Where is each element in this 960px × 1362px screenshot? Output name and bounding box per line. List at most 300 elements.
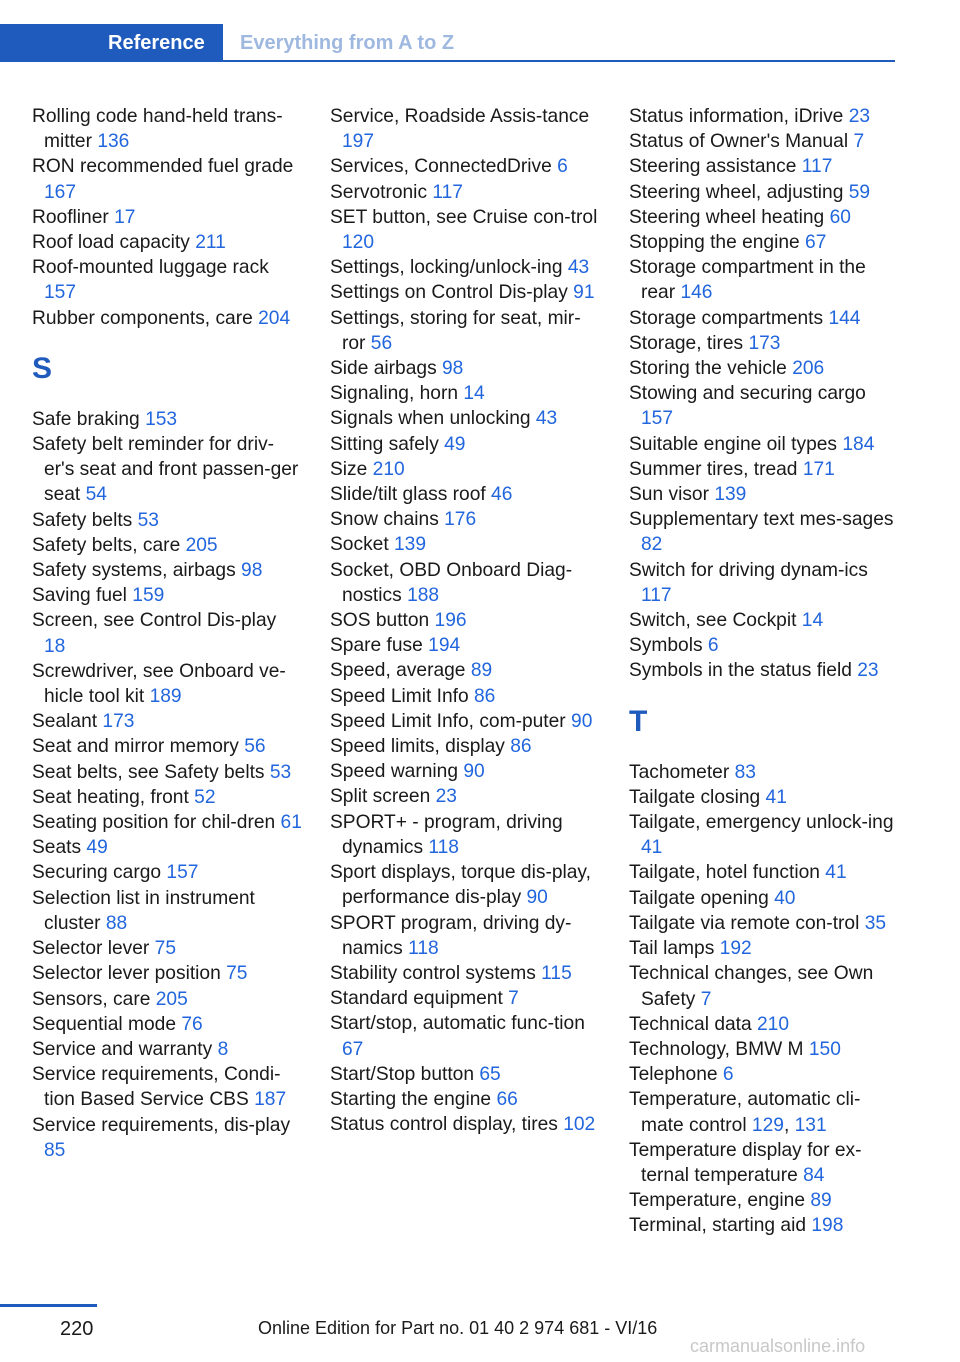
page-link[interactable]: 86 xyxy=(510,736,532,758)
index-entry-text: Starting the engine xyxy=(330,1088,492,1110)
index-entry-text: SPORT program, driving dy-namics xyxy=(330,912,572,959)
index-entry xyxy=(32,987,302,1012)
index-entry-text: Speed Limit Info xyxy=(330,685,469,707)
page-link[interactable]: 144 xyxy=(828,307,861,329)
page-link[interactable]: 86 xyxy=(474,685,496,707)
index-entry-text: Status of Owner's Manual xyxy=(629,131,849,153)
index-entry-text: Technical changes, see Own Safety xyxy=(629,963,874,1010)
index-entry-text: Sensors, care xyxy=(32,988,151,1010)
page-link[interactable]: 129 xyxy=(751,1114,784,1136)
index-entry-text: Sequential mode xyxy=(32,1013,177,1035)
index-entry-text: Roof load capacity xyxy=(32,232,190,254)
index-entry xyxy=(32,558,302,583)
index-entry-text: Symbols xyxy=(629,635,703,657)
index-entry-text: Switch, see Cockpit xyxy=(629,610,797,632)
index-entry xyxy=(330,356,600,381)
index-entry xyxy=(629,936,899,961)
index-entry-text: Service requirements, dis-play xyxy=(32,1114,291,1136)
page-link[interactable]: 88 xyxy=(105,912,128,934)
index-entry xyxy=(32,306,302,331)
index-entry xyxy=(330,406,600,431)
index-letter-heading: T xyxy=(629,704,648,738)
page-link[interactable]: 157 xyxy=(641,408,674,430)
page-link[interactable]: 120 xyxy=(342,232,375,254)
index-entry-text: Safety systems, airbags xyxy=(32,560,236,582)
index-entry xyxy=(330,180,600,205)
page-header xyxy=(0,24,895,62)
index-entry xyxy=(330,759,600,784)
index-entry-text: Services, ConnectedDrive xyxy=(330,156,552,178)
index-entry xyxy=(629,255,899,305)
index-entry xyxy=(32,533,302,558)
index-entry xyxy=(629,381,899,431)
page-link[interactable]: 118 xyxy=(428,836,459,858)
page-link[interactable]: 131 xyxy=(794,1114,827,1136)
page-link[interactable]: 204 xyxy=(258,307,291,329)
page-link[interactable]: 18 xyxy=(44,635,66,657)
page-link[interactable]: 76 xyxy=(181,1013,203,1035)
page-link[interactable]: 118 xyxy=(408,937,439,959)
index-entry-text: Sport displays, torque dis-play, performance dis-play xyxy=(330,862,591,909)
index-entry-text: Servotronic xyxy=(330,181,428,203)
index-entry-text: Socket, OBD Onboard Diag-nostics xyxy=(330,559,573,606)
index-entry-text: Securing cargo xyxy=(32,862,162,884)
index-entry xyxy=(330,1062,600,1087)
index-entry-text: Telephone xyxy=(629,1064,718,1086)
page-link[interactable]: 8 xyxy=(217,1038,229,1060)
index-entry-text: Tailgate, hotel function xyxy=(629,862,820,884)
index-entry-text: Safety belt reminder for driv-er's seat and front passen-ger seat xyxy=(32,434,299,506)
index-entry-text: Screwdriver, see Onboard ve-hicle tool kit xyxy=(32,660,286,708)
index-entry xyxy=(330,154,600,179)
index-entry-text: Tailgate closing xyxy=(629,786,761,808)
index-entry xyxy=(629,1012,899,1037)
page-link[interactable]: 117 xyxy=(641,584,672,606)
index-entry xyxy=(32,886,302,936)
index-entry xyxy=(32,205,302,230)
page-link[interactable]: 7 xyxy=(508,988,519,1010)
index-entry xyxy=(629,608,899,633)
index-entry xyxy=(330,255,600,280)
page-link[interactable]: 198 xyxy=(811,1215,844,1237)
index-entry-text: Standard equipment xyxy=(330,988,503,1010)
page-link[interactable]: 60 xyxy=(829,206,851,228)
page-link[interactable]: 159 xyxy=(132,585,165,607)
index-entry xyxy=(32,608,302,658)
index-entry-text: Roof-mounted luggage rack xyxy=(32,257,269,279)
index-entry-text: Settings, storing for seat, mir-ror xyxy=(330,307,581,354)
page-link[interactable]: 66 xyxy=(496,1088,518,1110)
index-entry-text: Sealant xyxy=(32,711,98,733)
index-entry xyxy=(330,860,600,910)
page-link[interactable]: 85 xyxy=(44,1139,66,1161)
index-entry-text: Temperature display for ex-ternal temperature xyxy=(629,1139,862,1186)
page-link[interactable]: 187 xyxy=(254,1089,287,1111)
index-entry xyxy=(629,482,899,507)
index-entry-text: Technology, BMW M xyxy=(629,1038,804,1060)
page-link[interactable]: 53 xyxy=(269,761,292,783)
page-link[interactable]: 49 xyxy=(86,837,108,859)
index-entry xyxy=(629,1087,899,1137)
page-link[interactable]: 98 xyxy=(442,358,464,380)
index-entry-text: Size xyxy=(330,458,368,480)
page-link[interactable]: 153 xyxy=(145,408,178,430)
index-entry-text: Start/Stop button xyxy=(330,1063,474,1085)
index-column-1 xyxy=(32,104,302,1163)
page-separator: , xyxy=(783,1114,790,1136)
index-entry-text: Start/stop, automatic func-tion xyxy=(330,1013,585,1035)
index-entry xyxy=(629,860,899,885)
index-entry-text: Tailgate opening xyxy=(629,887,769,909)
index-entry-text: Seat belts, see Safety belts xyxy=(32,761,265,783)
index-entry xyxy=(629,507,899,557)
index-entry xyxy=(32,1062,302,1112)
page-link[interactable]: 7 xyxy=(700,988,712,1010)
page-link[interactable]: 54 xyxy=(85,484,107,506)
page-link[interactable]: 196 xyxy=(434,610,467,632)
index-entry-text: Signaling, horn xyxy=(330,383,459,405)
index-entry-text: Terminal, starting aid xyxy=(629,1215,807,1237)
page-link[interactable]: 210 xyxy=(757,1013,790,1035)
index-entry-text: Suitable engine oil types xyxy=(629,433,838,455)
page-link[interactable]: 117 xyxy=(432,181,463,203)
index-entry xyxy=(629,154,899,179)
page-link[interactable]: 56 xyxy=(244,736,266,758)
section-tab-reference[interactable]: Reference xyxy=(0,24,223,62)
index-entry-text: SOS button xyxy=(330,610,430,632)
header-rule xyxy=(223,60,895,62)
index-entry xyxy=(32,1113,302,1163)
index-entry-text: Roofliner xyxy=(32,206,109,228)
page-link[interactable]: 82 xyxy=(641,534,663,556)
index-entry xyxy=(330,961,600,986)
index-entry-text: Steering wheel, adjusting xyxy=(629,181,844,203)
index-entry-text: Storage compartments xyxy=(629,307,824,329)
page-link[interactable]: 189 xyxy=(149,686,182,708)
index-entry xyxy=(629,1037,899,1062)
index-entry xyxy=(629,306,899,331)
page-link[interactable]: 53 xyxy=(137,509,159,531)
page-link[interactable]: 98 xyxy=(241,560,263,582)
page-link[interactable]: 210 xyxy=(372,458,405,480)
page-link[interactable]: 150 xyxy=(808,1038,841,1060)
index-entry-text: Temperature, automatic cli-mate control xyxy=(629,1089,861,1136)
page-link[interactable]: 89 xyxy=(470,660,493,682)
index-entry xyxy=(32,1037,302,1062)
index-entry xyxy=(629,180,899,205)
index-entry-text: RON recommended fuel grade xyxy=(32,156,294,178)
index-entry-text: Seating position for chil-dren xyxy=(32,812,276,834)
index-entry xyxy=(32,785,302,810)
index-entry xyxy=(32,936,302,961)
index-entry-text: Speed warning xyxy=(330,761,459,783)
index-entry xyxy=(330,709,600,734)
index-entry-text: Signals when unlocking xyxy=(330,408,531,430)
page-link[interactable]: 6 xyxy=(707,635,719,657)
index-entry xyxy=(629,457,899,482)
page-link[interactable]: 115 xyxy=(541,962,572,984)
index-entry xyxy=(330,734,600,759)
index-entry xyxy=(330,986,600,1011)
index-entry-text: Split screen xyxy=(330,786,431,808)
index-entry-text: Selector lever xyxy=(32,938,150,960)
page-link[interactable]: 65 xyxy=(479,1063,501,1085)
page-link[interactable]: 188 xyxy=(407,584,440,606)
page-link[interactable]: 41 xyxy=(765,786,787,808)
index-entry xyxy=(330,558,600,608)
index-entry xyxy=(330,658,600,683)
index-entry-text: Stability control systems xyxy=(330,962,536,984)
page-link[interactable]: 102 xyxy=(563,1114,596,1136)
page-link[interactable]: 192 xyxy=(719,938,752,960)
page-link[interactable]: 40 xyxy=(774,887,796,909)
page-link[interactable]: 205 xyxy=(155,988,188,1010)
page-link[interactable]: 206 xyxy=(792,358,825,380)
page-link[interactable]: 139 xyxy=(394,534,427,556)
index-entry-text: SPORT+ - program, driving dynamics xyxy=(330,811,563,858)
index-entry-text: Sitting safely xyxy=(330,433,439,455)
page-link[interactable]: 173 xyxy=(748,332,781,354)
index-entry-text: Sun visor xyxy=(629,484,709,506)
footer-rule xyxy=(0,1304,97,1307)
page-number: 220 xyxy=(60,1318,94,1340)
index-entry-text: Stowing and securing cargo xyxy=(629,383,866,405)
index-entry xyxy=(629,205,899,230)
breadcrumb[interactable]: Everything from A to Z xyxy=(240,32,455,54)
index-entry xyxy=(330,1011,600,1061)
index-entry-text: Safety belts xyxy=(32,509,133,531)
index-entry xyxy=(330,205,600,255)
page-link[interactable]: 23 xyxy=(435,786,457,808)
index-entry xyxy=(629,432,899,457)
index-entry xyxy=(629,558,899,608)
page-link[interactable]: 46 xyxy=(491,484,513,506)
index-entry xyxy=(32,961,302,986)
index-entry xyxy=(629,104,899,129)
index-entry-text: Switch for driving dynam-ics xyxy=(629,559,868,581)
page-link[interactable]: 56 xyxy=(370,332,393,354)
page-link[interactable]: 89 xyxy=(810,1190,832,1212)
index-entry-text: Steering assistance xyxy=(629,156,797,178)
page-link[interactable]: 91 xyxy=(573,282,595,304)
index-entry xyxy=(330,911,600,961)
index-entry-text: Steering wheel heating xyxy=(629,206,825,228)
index-entry-text: Tail lamps xyxy=(629,938,715,960)
index-entry xyxy=(32,734,302,759)
index-entry xyxy=(32,860,302,885)
page-link[interactable]: 43 xyxy=(535,408,558,430)
index-entry xyxy=(32,1012,302,1037)
index-entry-text: Status information, iDrive xyxy=(629,106,844,127)
index-entry xyxy=(629,658,899,683)
index-entry-text: Settings, locking/unlock-ing xyxy=(330,257,563,279)
page-link[interactable]: 17 xyxy=(114,206,136,228)
index-entry-text: Supplementary text mes-sages xyxy=(629,509,894,531)
index-entry-text: Storing the vehicle xyxy=(629,358,787,380)
index-entry xyxy=(330,784,600,809)
index-entry xyxy=(629,633,899,658)
page-link[interactable]: 75 xyxy=(226,963,248,985)
index-entry xyxy=(330,482,600,507)
index-entry-text: Spare fuse xyxy=(330,635,423,657)
index-entry xyxy=(629,331,899,356)
page-link[interactable]: 139 xyxy=(714,484,747,506)
index-entry-text: Selection list in instrument cluster xyxy=(32,887,255,934)
index-entry-text: Status control display, tires xyxy=(330,1114,558,1136)
index-entry xyxy=(629,1188,899,1213)
index-entry-text: Storage, tires xyxy=(629,332,744,354)
index-entry-text: SET button, see Cruise con-trol xyxy=(330,206,598,228)
page-link[interactable]: 49 xyxy=(444,433,466,455)
index-entry xyxy=(629,1062,899,1087)
index-entry xyxy=(629,129,899,154)
index-entry xyxy=(330,457,600,482)
index-entry-text: Settings on Control Dis-play xyxy=(330,282,568,304)
page-link[interactable]: 205 xyxy=(185,534,218,556)
index-entry-text: Seat and mirror memory xyxy=(32,736,239,758)
index-entry-text: Speed Limit Info, com-puter xyxy=(330,710,566,732)
page-link[interactable]: 84 xyxy=(803,1164,825,1186)
page-link[interactable]: 41 xyxy=(641,837,663,859)
watermark: carmanualsonline.info xyxy=(690,1336,866,1356)
index-entry-text: Service requirements, Condi-tion Based Service CBS xyxy=(32,1064,281,1111)
index-entry xyxy=(32,104,302,154)
index-entry xyxy=(629,1213,899,1238)
index-entry xyxy=(32,659,302,709)
page-link[interactable]: 211 xyxy=(195,232,226,254)
edition-note: Online Edition for Part no. 01 40 2 974 681 - VI/16 xyxy=(258,1318,658,1338)
index-entry xyxy=(330,306,600,356)
page-link[interactable]: 61 xyxy=(280,812,302,834)
page-link[interactable]: 83 xyxy=(734,761,756,783)
page-link[interactable]: 14 xyxy=(801,610,824,632)
page-link[interactable]: 90 xyxy=(571,710,593,732)
page-link[interactable]: 35 xyxy=(864,912,887,934)
page-link[interactable]: 194 xyxy=(428,635,461,657)
index-entry xyxy=(629,785,899,810)
index-entry xyxy=(32,508,302,533)
index-letter-heading: S xyxy=(32,351,53,385)
index-entry-text: Summer tires, tread xyxy=(629,458,798,480)
index-entry-text: Seat heating, front xyxy=(32,786,189,808)
index-entry-text: Technical data xyxy=(629,1013,752,1035)
index-entry xyxy=(330,810,600,860)
index-entry xyxy=(629,760,899,785)
page-link[interactable]: 171 xyxy=(802,458,835,480)
index-entry xyxy=(330,633,600,658)
index-entry xyxy=(32,583,302,608)
page-link[interactable]: 14 xyxy=(463,383,485,405)
index-entry-text: Slide/tilt glass roof xyxy=(330,484,486,506)
index-entry-text: Service and warranty xyxy=(32,1038,213,1060)
page-link[interactable]: 157 xyxy=(44,282,77,304)
page-link[interactable]: 176 xyxy=(444,509,477,531)
index-entry-text: Speed, average xyxy=(330,660,466,682)
index-entry xyxy=(330,432,600,457)
index-entry-text: Rolling code hand-held trans-mitter xyxy=(32,106,283,153)
index-entry xyxy=(32,154,302,204)
index-entry xyxy=(32,760,302,785)
index-column-2 xyxy=(330,104,600,1137)
index-entry-text: Symbols in the status field xyxy=(629,660,852,682)
page-link[interactable]: 52 xyxy=(194,786,216,808)
index-entry xyxy=(32,709,302,734)
index-entry xyxy=(32,810,302,835)
page-link[interactable]: 90 xyxy=(463,761,485,783)
index-entry xyxy=(330,532,600,557)
index-entry xyxy=(629,356,899,381)
index-entry xyxy=(330,1087,600,1112)
page-link[interactable]: 67 xyxy=(805,232,827,254)
index-entry xyxy=(32,432,302,508)
index-entry-text: Saving fuel xyxy=(32,585,127,607)
index-entry-text: Service, Roadside Assis-tance xyxy=(330,106,590,127)
index-entry xyxy=(330,684,600,709)
page-link[interactable]: 117 xyxy=(801,156,833,178)
index-entry xyxy=(32,407,302,432)
index-entry xyxy=(629,230,899,255)
page-link[interactable]: 23 xyxy=(848,106,871,127)
index-entry xyxy=(629,810,899,860)
index-entry-text: Socket xyxy=(330,534,389,556)
page-link[interactable]: 146 xyxy=(680,282,713,304)
page-link[interactable]: 184 xyxy=(842,433,875,455)
index-entry xyxy=(629,911,899,936)
page-link[interactable]: 6 xyxy=(722,1064,734,1086)
index-entry xyxy=(330,104,600,154)
index-entry xyxy=(330,507,600,532)
page-link[interactable]: 75 xyxy=(154,938,176,960)
page-link[interactable]: 136 xyxy=(97,131,130,153)
index-entry-text: Stopping the engine xyxy=(629,232,800,254)
index-entry xyxy=(629,1138,899,1188)
page-link[interactable]: 90 xyxy=(526,887,548,909)
page-link[interactable]: 23 xyxy=(857,660,879,682)
index-entry xyxy=(330,608,600,633)
index-entry xyxy=(32,230,302,255)
page-link[interactable]: 6 xyxy=(557,156,568,178)
index-column-3 xyxy=(629,104,899,1239)
page-link[interactable]: 67 xyxy=(342,1038,364,1060)
index-entry-text: Rubber components, care xyxy=(32,307,253,329)
index-entry-text: Storage compartment in the rear xyxy=(629,257,866,304)
page-link[interactable]: 157 xyxy=(166,862,199,884)
index-entry xyxy=(32,255,302,305)
index-entry xyxy=(629,886,899,911)
index-entry-text: Snow chains xyxy=(330,509,439,531)
page-link[interactable]: 197 xyxy=(342,131,375,153)
index-entry-text: Tailgate, emergency unlock-ing xyxy=(629,812,894,834)
page-link[interactable]: 43 xyxy=(567,257,590,279)
index-entry-text: Temperature, engine xyxy=(629,1190,805,1212)
page-link[interactable]: 41 xyxy=(825,862,847,884)
index-entry-text: Safety belts, care xyxy=(32,534,181,556)
index-entry-text: Selector lever position xyxy=(32,963,221,985)
page-link[interactable]: 59 xyxy=(848,181,871,203)
index-entry-text: Screen, see Control Dis-play xyxy=(32,610,277,632)
index-entry-text: Tachometer xyxy=(629,761,730,783)
index-entry-text: Tailgate via remote con-trol xyxy=(629,912,860,934)
index-entry-text: Speed limits, display xyxy=(330,736,505,758)
index-entry xyxy=(32,835,302,860)
index-entry-text: Safe braking xyxy=(32,408,140,430)
page-link[interactable]: 173 xyxy=(102,711,135,733)
page-link[interactable]: 7 xyxy=(853,131,865,153)
page-link[interactable]: 167 xyxy=(44,181,77,203)
index-entry xyxy=(629,961,899,1011)
index-entry-text: Side airbags xyxy=(330,358,437,380)
index-entry xyxy=(330,381,600,406)
